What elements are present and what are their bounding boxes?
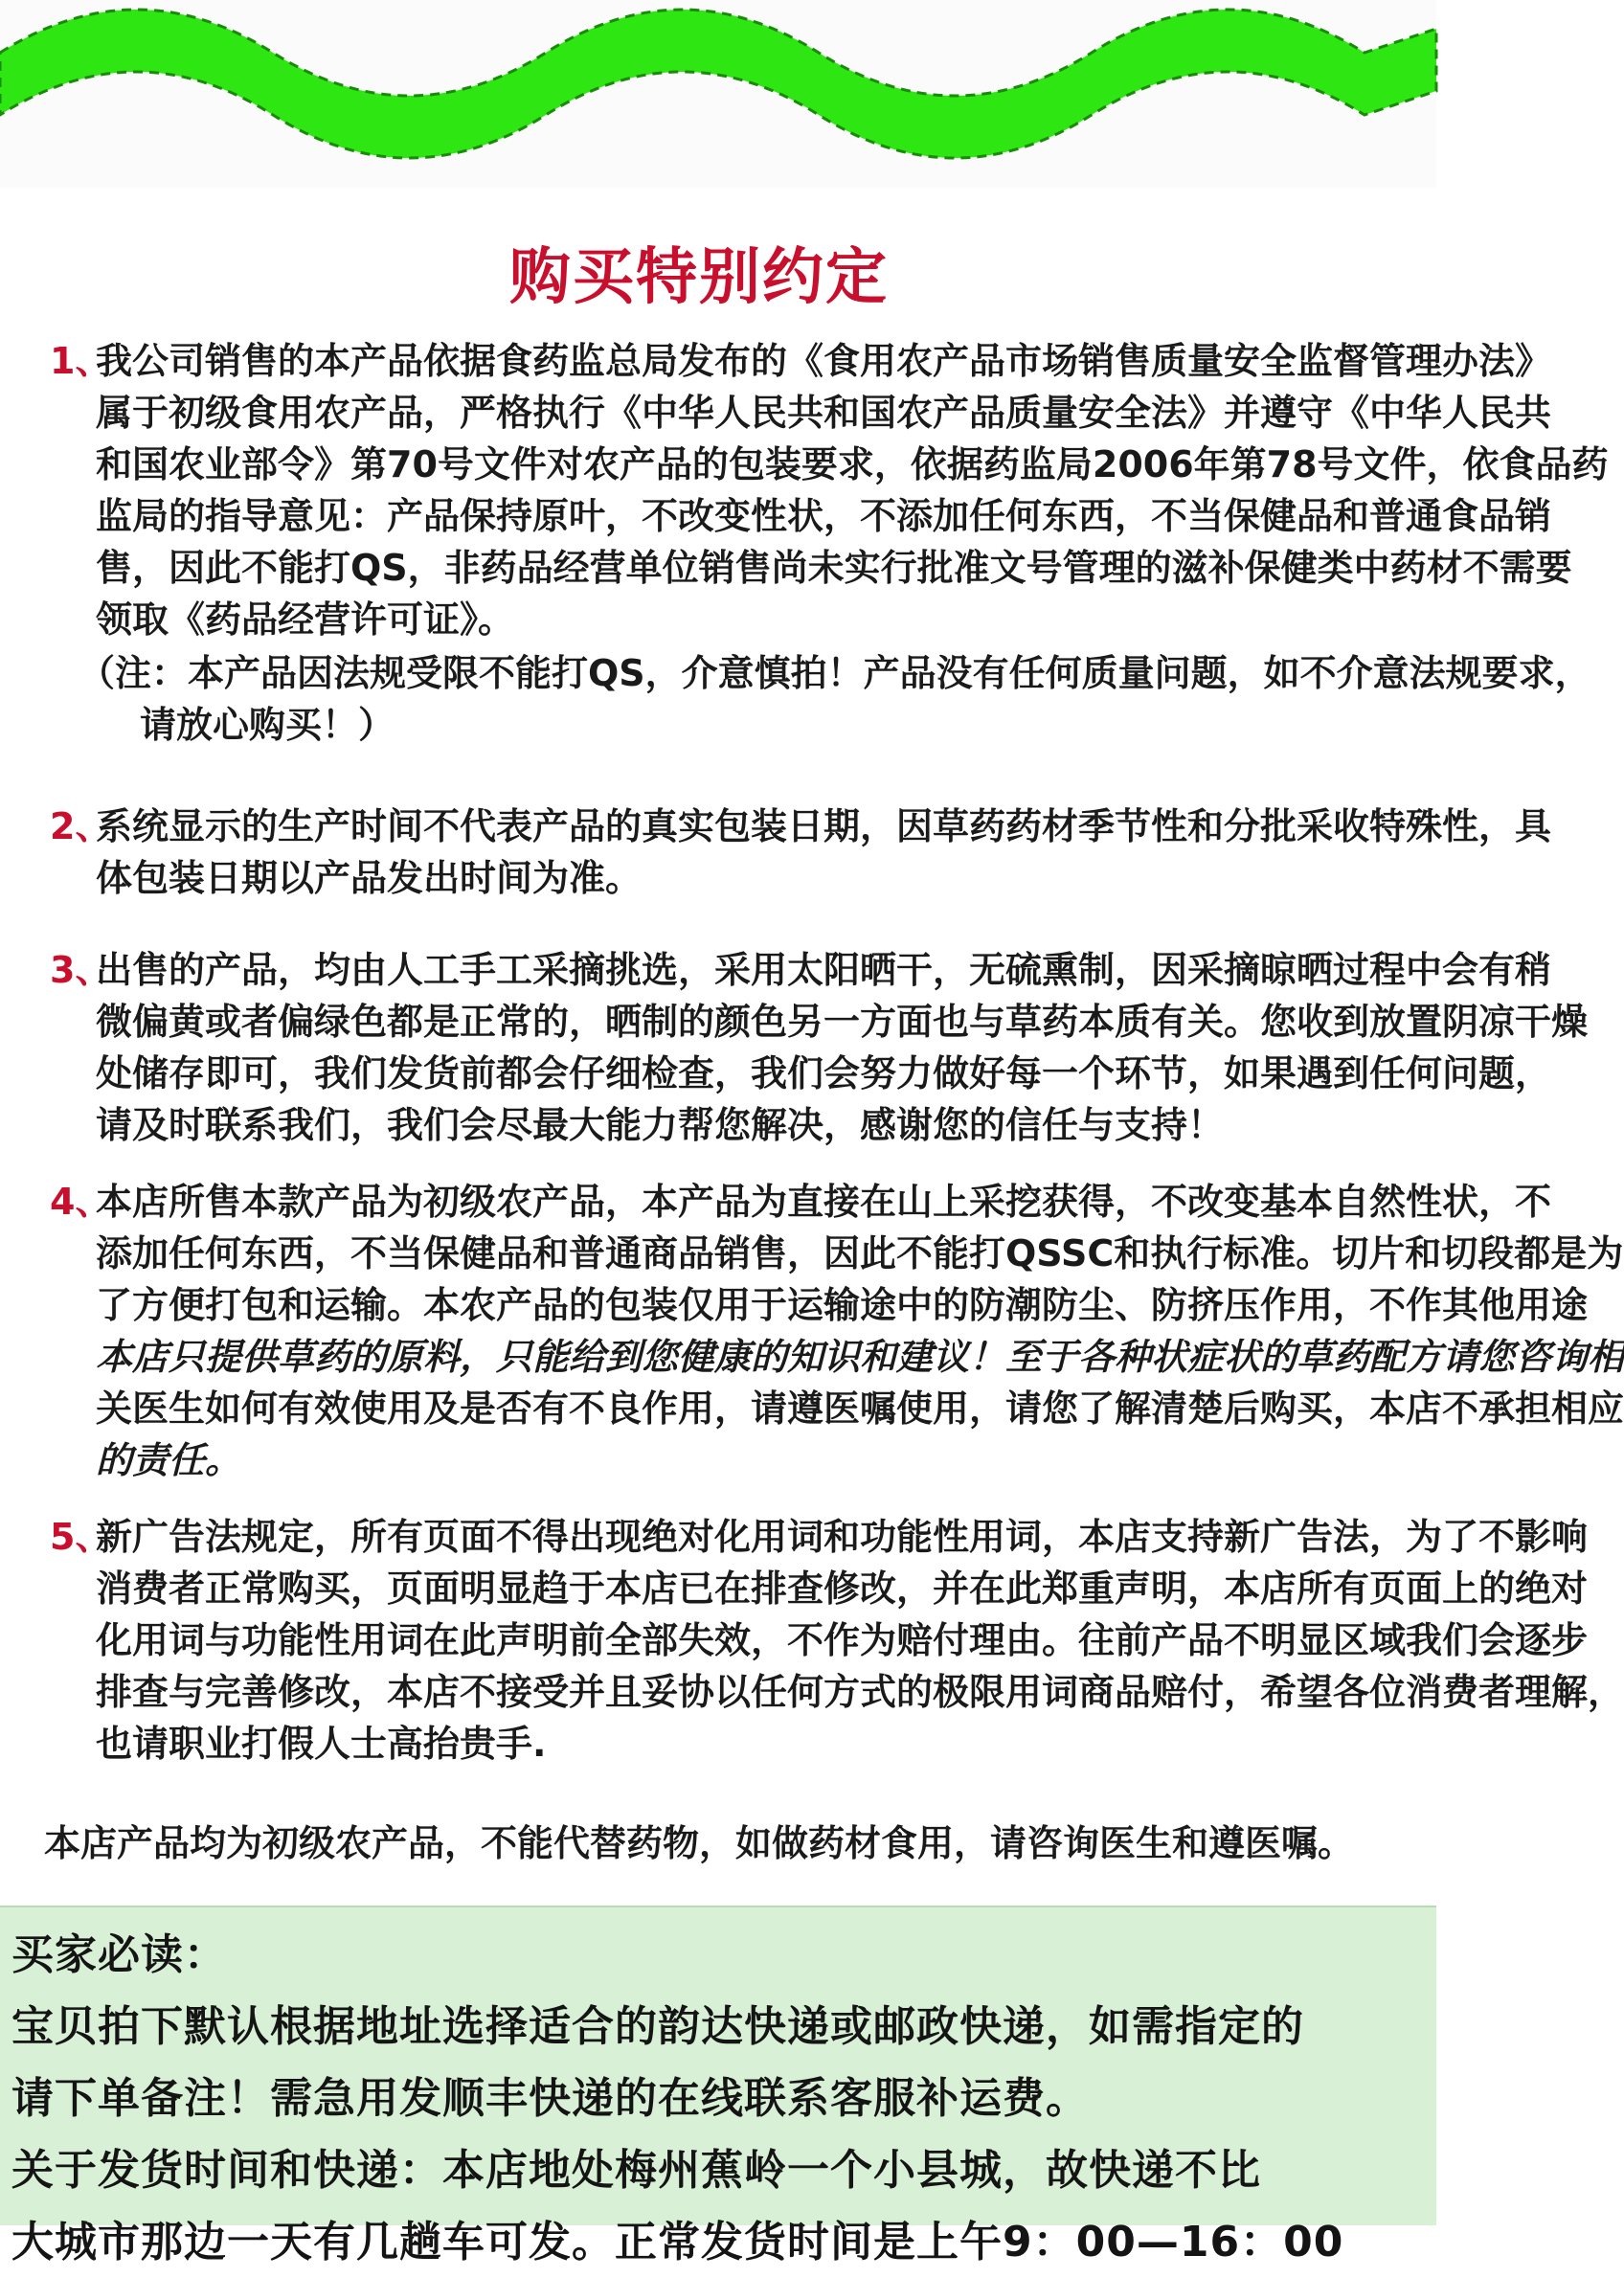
- term-line: 微偏黄或者偏绿色都是正常的，晒制的颜色另一方面也与草药本质有关。您收到放置阴凉干燥: [96, 1001, 1589, 1043]
- buyer-notice-line: 请下单备注！需急用发顺丰快递的在线联系客服补运费。: [11, 2074, 1089, 2123]
- term-line: 消费者正常购买，页面明显趋于本店已在排查修改，并在此郑重声明，本店所有页面上的绝对: [96, 1568, 1589, 1610]
- term-line: 的责任。: [96, 1439, 242, 1481]
- footer-notice: 本店产品均为初级农产品，不能代替药物，如做药材食用，请咨询医生和遵医嘱。: [43, 1822, 1354, 1864]
- term-line: 监局的指导意见：产品保持原叶，不改变性状，不添加任何东西，不当保健品和普通食品销: [96, 495, 1552, 537]
- term-line: 我公司销售的本产品依据食药监总局发布的《食用农产品市场销售质量安全监督管理办法》: [96, 340, 1552, 382]
- term-4: [50, 1176, 1624, 1486]
- term-line: 属于初级食用农产品，严格执行《中华人民共和国农产品质量安全法》并遵守《中华人民共: [96, 392, 1552, 434]
- page-title: 购买特别约定: [509, 242, 889, 313]
- buyer-notice-line: 关于发货时间和快递：本店地处梅州蕉岭一个小县城，故快递不比: [11, 2146, 1261, 2195]
- note-line: （注：本产品因法规受限不能打QS，介意慎拍！产品没有任何质量问题，如不介意法规要求，: [79, 652, 1591, 694]
- term-number: 4、: [50, 1181, 112, 1223]
- term-line: 了方便打包和运输。本农产品的包装仅用于运输途中的防潮防尘、防挤压作用，不作其他用途: [96, 1284, 1589, 1326]
- term-line: 和国农业部令》第70号文件对农产品的包装要求，依据药监局2006年第78号文件，依食品药: [96, 443, 1609, 485]
- term-line: 领取《药品经营许可证》。: [96, 598, 515, 641]
- term-line: 请及时联系我们，我们会尽最大能力帮您解决，感谢您的信任与支持！: [96, 1104, 1225, 1146]
- term-line: 化用词与功能性用词在此声明前全部失效，不作为赔付理由。往前产品不明显区域我们会逐步: [96, 1619, 1589, 1661]
- term-number: 2、: [50, 805, 112, 847]
- decorative-wave-band: [0, 0, 1436, 188]
- term-1-note: [50, 647, 1591, 751]
- buyer-notice-text: [11, 1919, 1429, 2278]
- wave-ribbon: [0, 10, 1436, 158]
- term-line: 处储存即可，我们发货前都会仔细检查，我们会努力做好每一个环节，如果遇到任何问题，: [96, 1052, 1552, 1094]
- term-1: [50, 335, 1609, 645]
- term-line: 体包装日期以产品发出时间为准。: [96, 857, 643, 899]
- term-line: 添加任何东西，不当保健品和普通商品销售，因此不能打QSSC和执行标准。切片和切段都是为: [96, 1232, 1624, 1274]
- term-number: 1、: [50, 340, 112, 382]
- buyer-notice-panel: [0, 1906, 1436, 2267]
- term-line: 也请职业打假人士高抬贵手.: [96, 1723, 547, 1765]
- wave-graphic: [0, 0, 1436, 188]
- term-line: 新广告法规定，所有页面不得出现绝对化用词和功能性用词，本店支持新广告法，为了不影响: [96, 1516, 1589, 1558]
- term-number: 3、: [50, 949, 112, 991]
- term-line: 排查与完善修改，本店不接受并且妥协以任何方式的极限用词商品赔付，希望各位消费者理解，: [96, 1671, 1624, 1713]
- term-line: 本店所售本款产品为初级农产品，本产品为直接在山上采挖获得，不改变基本自然性状，不: [96, 1181, 1552, 1223]
- note-line: 请放心购买！）: [140, 704, 395, 746]
- term-line: 系统显示的生产时间不代表产品的真实包装日期，因草药药材季节性和分批采收特殊性，具: [96, 805, 1552, 847]
- term-number: 5、: [50, 1516, 112, 1558]
- term-line: 售，因此不能打QS，非药品经营单位销售尚未实行批准文号管理的滋补保健类中药材不需要: [96, 547, 1572, 589]
- buyer-notice-line: 大城市那边一天有几趟车可发。正常发货时间是上午9：00—16：00: [11, 2218, 1344, 2267]
- term-5: [50, 1511, 1624, 1770]
- terms-list: [50, 335, 1624, 1770]
- buyer-notice-heading: 买家必读：: [11, 1930, 227, 1979]
- buyer-notice-line: 宝贝拍下默认根据地址选择适合的韵达快递或邮政快递，如需指定的: [11, 2002, 1304, 2051]
- term-line: 本店只提供草药的原料，只能给到您健康的知识和建议！至于各种状症状的草药配方请您咨询相: [96, 1336, 1624, 1378]
- term-line: 关医生如何有效使用及是否有不良作用，请遵医嘱使用，请您了解清楚后购买，本店不承担相应: [96, 1387, 1624, 1430]
- term-3: [50, 944, 1589, 1151]
- term-line: 出售的产品，均由人工手工采摘挑选，采用太阳晒干，无硫熏制，因采摘晾晒过程中会有稍: [96, 949, 1552, 991]
- term-2: [50, 801, 1552, 904]
